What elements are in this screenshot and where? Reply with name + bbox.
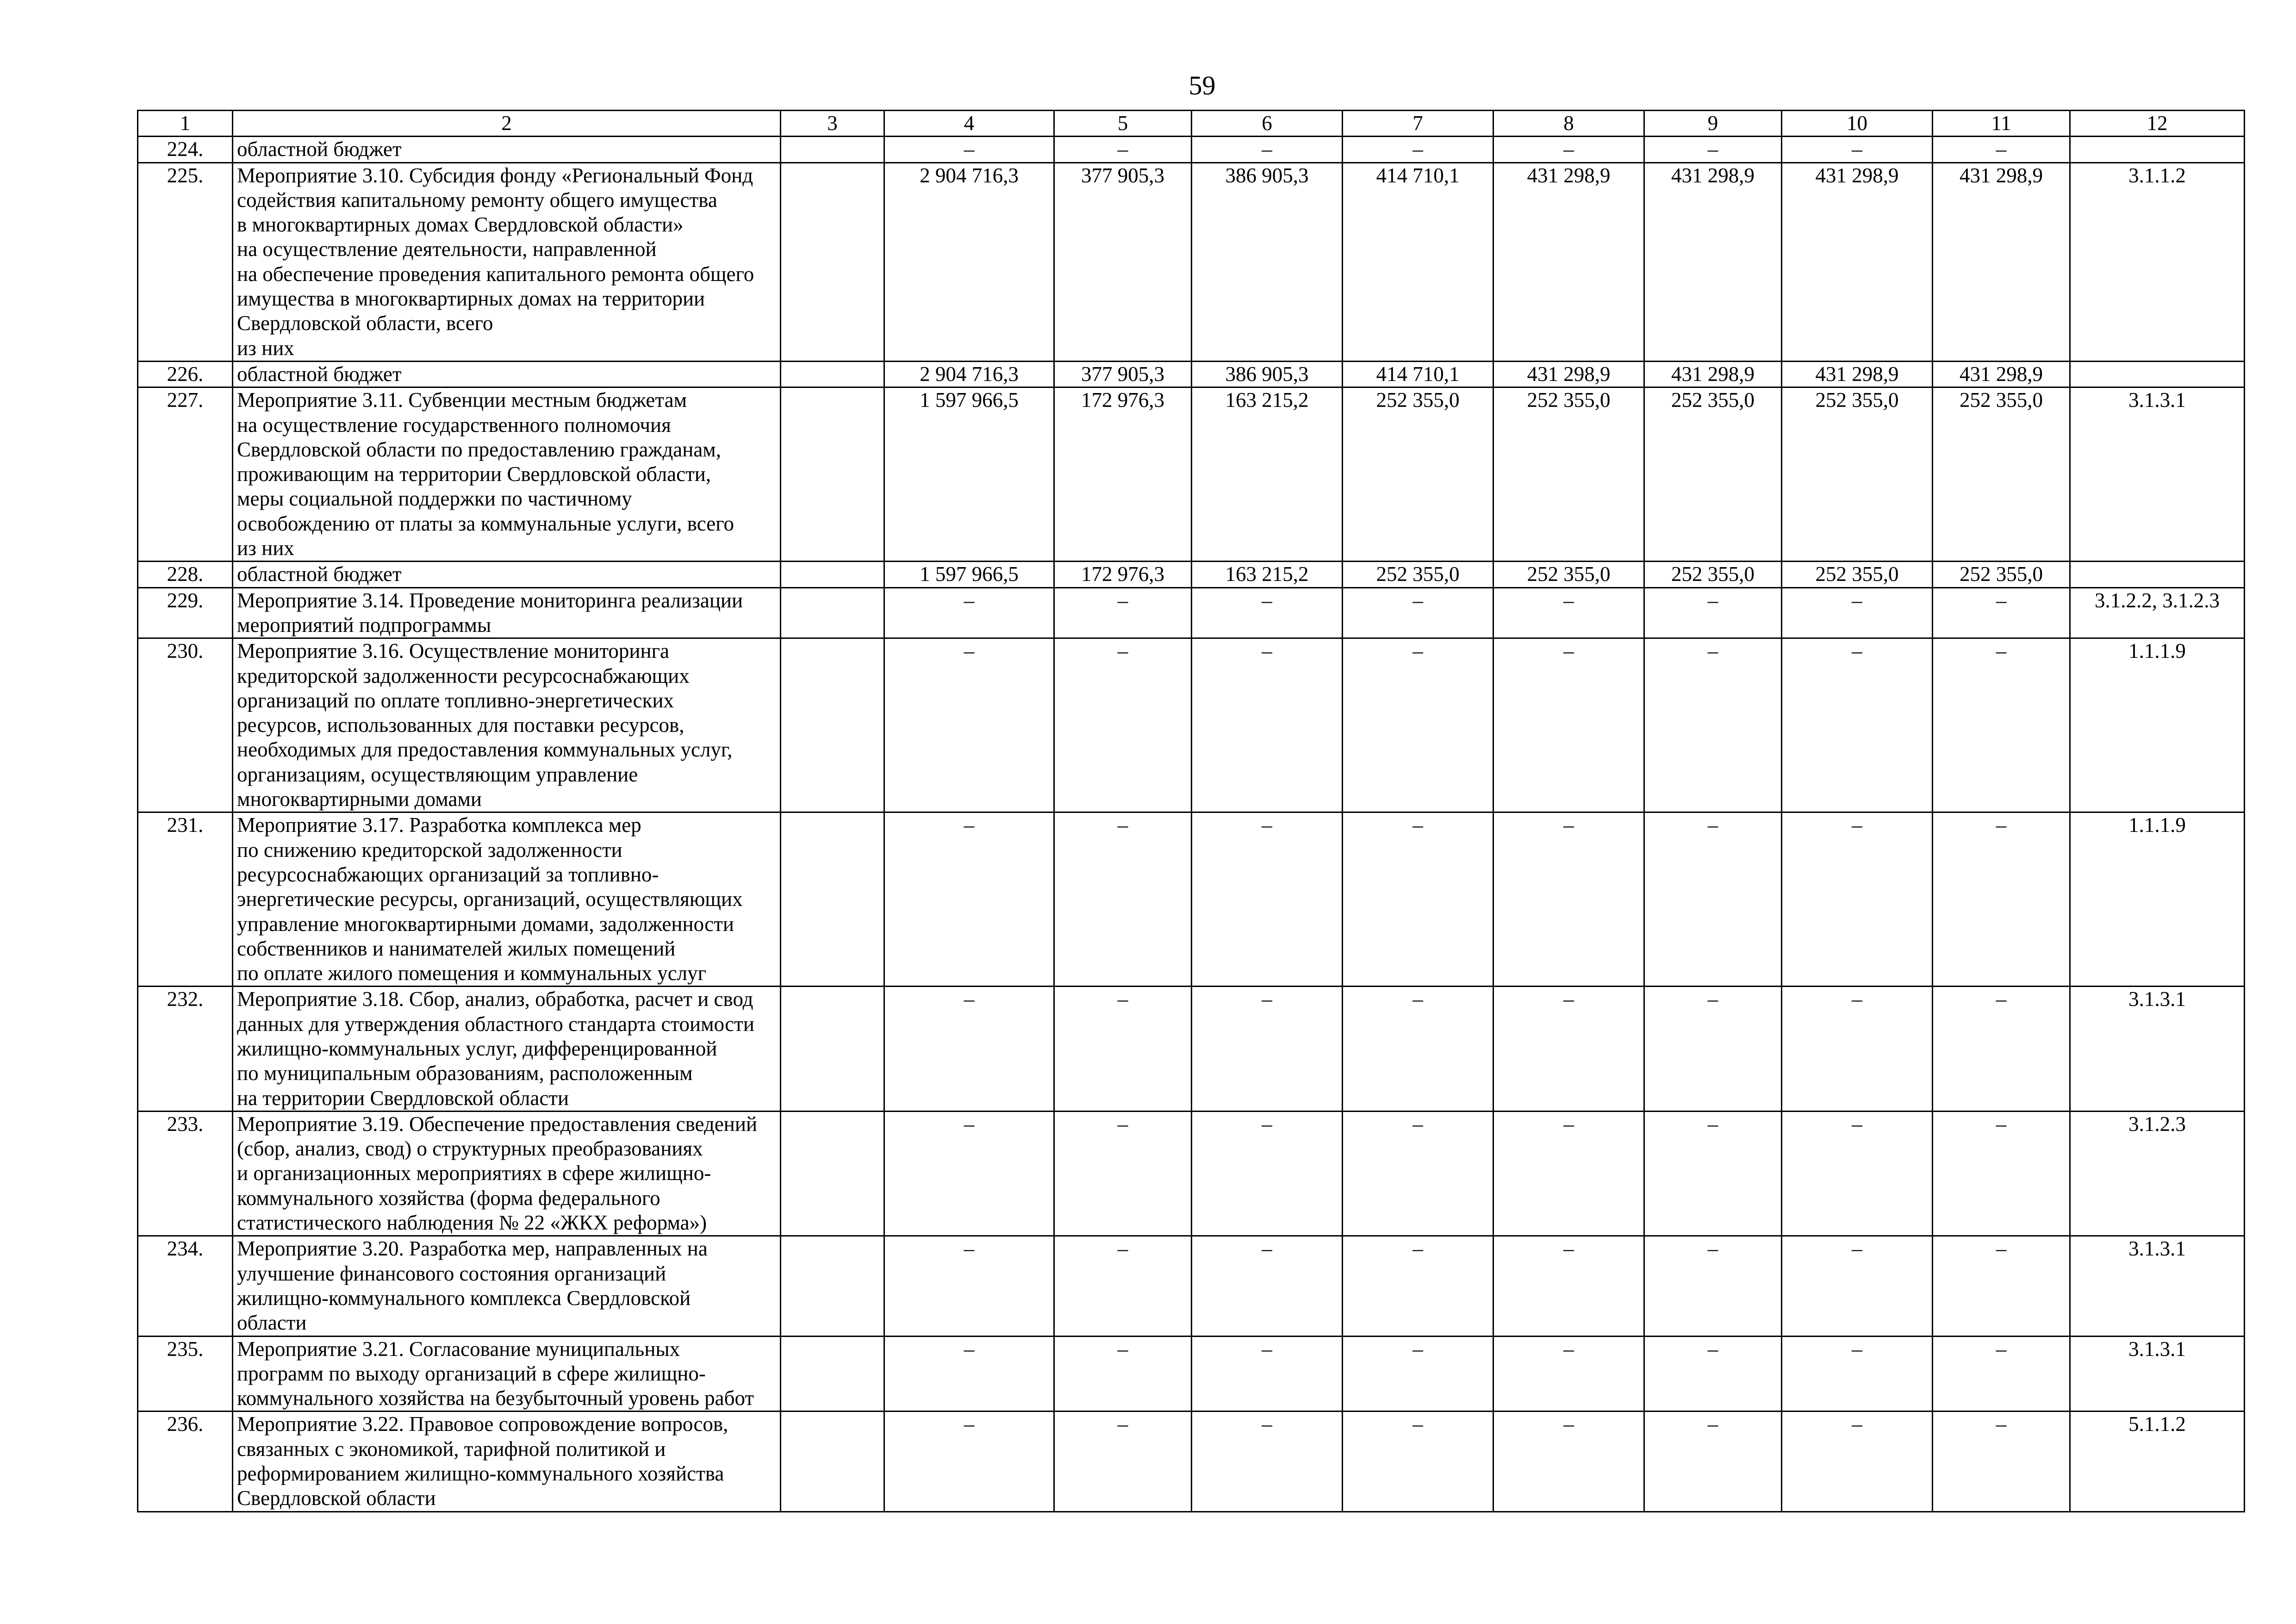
value-column-11: –	[1933, 1412, 2070, 1512]
value-column-11: 252 355,0	[1933, 562, 2070, 587]
value-column-6: –	[1192, 1236, 1343, 1336]
column-number-9: 9	[1644, 111, 1782, 137]
value-column-9: –	[1644, 1236, 1782, 1336]
value-column-6: 163 215,2	[1192, 562, 1343, 587]
value-column-9: –	[1644, 638, 1782, 812]
value-column-9: –	[1644, 137, 1782, 162]
value-column-11: –	[1933, 987, 2070, 1111]
value-column-8: –	[1493, 812, 1644, 987]
value-column-6: 386 905,3	[1192, 162, 1343, 361]
value-column-6: –	[1192, 987, 1343, 1111]
measure-description: Мероприятие 3.22. Правовое сопровождение вопросов, связанных с экономикой, тарифной политикой и реформированием жилищно-коммунального хозяйства Свердловской области	[233, 1412, 781, 1512]
column-3-cell	[781, 638, 884, 812]
value-column-10: –	[1782, 587, 1933, 638]
row-number: 236.	[138, 1412, 233, 1512]
measure-description: областной бюджет	[233, 137, 781, 162]
value-column-5: –	[1054, 812, 1192, 987]
target-indicator-ref	[2070, 361, 2245, 387]
table-row	[138, 1412, 2245, 1512]
value-column-9: –	[1644, 587, 1782, 638]
measure-description: областной бюджет	[233, 562, 781, 587]
value-column-4: –	[884, 987, 1054, 1111]
target-indicator-ref: 3.1.3.1	[2070, 1336, 2245, 1412]
value-column-11: 431 298,9	[1933, 162, 2070, 361]
column-3-cell	[781, 1236, 884, 1336]
column-3-cell	[781, 812, 884, 987]
value-column-11: –	[1933, 812, 2070, 987]
row-number: 228.	[138, 562, 233, 587]
value-column-5: 172 976,3	[1054, 387, 1192, 562]
value-column-8: –	[1493, 137, 1644, 162]
value-column-4: 1 597 966,5	[884, 562, 1054, 587]
value-column-9: 431 298,9	[1644, 361, 1782, 387]
table-header-row	[138, 111, 2245, 137]
value-column-7: 252 355,0	[1343, 387, 1493, 562]
value-column-4: –	[884, 1236, 1054, 1336]
row-number: 231.	[138, 812, 233, 987]
value-column-5: –	[1054, 638, 1192, 812]
row-number: 235.	[138, 1336, 233, 1412]
value-column-8: –	[1493, 638, 1644, 812]
value-column-8: –	[1493, 1111, 1644, 1236]
row-number: 233.	[138, 1111, 233, 1236]
value-column-5: –	[1054, 1336, 1192, 1412]
row-number: 229.	[138, 587, 233, 638]
row-number: 224.	[138, 137, 233, 162]
column-number-2: 2	[233, 111, 781, 137]
column-number-7: 7	[1343, 111, 1493, 137]
column-3-cell	[781, 587, 884, 638]
value-column-8: –	[1493, 1412, 1644, 1512]
column-3-cell	[781, 361, 884, 387]
value-column-11: –	[1933, 1111, 2070, 1236]
column-3-cell	[781, 1111, 884, 1236]
target-indicator-ref: 1.1.1.9	[2070, 812, 2245, 987]
target-indicator-ref: 3.1.1.2	[2070, 162, 2245, 361]
program-measures-table	[137, 110, 2245, 1512]
value-column-6: –	[1192, 638, 1343, 812]
target-indicator-ref: 3.1.3.1	[2070, 1236, 2245, 1336]
value-column-11: –	[1933, 1336, 2070, 1412]
value-column-9: –	[1644, 1111, 1782, 1236]
measure-description: Мероприятие 3.18. Сбор, анализ, обработка, расчет и свод данных для утверждения областного стандарта стоимости жилищно-коммунальных услуг, дифференцированной по муниципальным образованиям, расположенным на территории Свердловской области	[233, 987, 781, 1111]
column-number-1: 1	[138, 111, 233, 137]
value-column-10: 252 355,0	[1782, 387, 1933, 562]
value-column-8: 252 355,0	[1493, 387, 1644, 562]
value-column-4: –	[884, 638, 1054, 812]
value-column-7: 252 355,0	[1343, 562, 1493, 587]
table-row	[138, 137, 2245, 162]
value-column-9: –	[1644, 812, 1782, 987]
target-indicator-ref	[2070, 562, 2245, 587]
column-3-cell	[781, 162, 884, 361]
value-column-10: 431 298,9	[1782, 361, 1933, 387]
value-column-7: –	[1343, 638, 1493, 812]
column-3-cell	[781, 1336, 884, 1412]
measure-description: областной бюджет	[233, 361, 781, 387]
value-column-5: 377 905,3	[1054, 162, 1192, 361]
value-column-7: –	[1343, 1336, 1493, 1412]
value-column-11: –	[1933, 137, 2070, 162]
value-column-10: –	[1782, 812, 1933, 987]
row-number: 230.	[138, 638, 233, 812]
column-number-3: 3	[781, 111, 884, 137]
value-column-8: –	[1493, 1236, 1644, 1336]
row-number: 232.	[138, 987, 233, 1111]
measure-description: Мероприятие 3.21. Согласование муниципальных программ по выходу организаций в сфере жилищно- коммунального хозяйства на безубыточный уровень работ	[233, 1336, 781, 1412]
value-column-5: –	[1054, 1236, 1192, 1336]
value-column-6: –	[1192, 1412, 1343, 1512]
value-column-11: –	[1933, 587, 2070, 638]
table-row	[138, 361, 2245, 387]
value-column-5: –	[1054, 587, 1192, 638]
value-column-10: –	[1782, 987, 1933, 1111]
value-column-7: –	[1343, 137, 1493, 162]
measure-description: Мероприятие 3.10. Субсидия фонду «Региональный Фонд содействия капитальному ремонту общего имущества в многоквартирных домах Свердловской области» на осуществление деятельности, направленной на обеспечение проведения капитального ремонта общего имущества в многоквартирных домах на территории Свердловской области, всего из них	[233, 162, 781, 361]
target-indicator-ref: 5.1.1.2	[2070, 1412, 2245, 1512]
value-column-8: 431 298,9	[1493, 361, 1644, 387]
target-indicator-ref	[2070, 137, 2245, 162]
value-column-6: –	[1192, 587, 1343, 638]
value-column-4: –	[884, 587, 1054, 638]
value-column-5: –	[1054, 987, 1192, 1111]
measure-description: Мероприятие 3.14. Проведение мониторинга реализации мероприятий подпрограммы	[233, 587, 781, 638]
value-column-9: 431 298,9	[1644, 162, 1782, 361]
column-number-12: 12	[2070, 111, 2245, 137]
table-row	[138, 1111, 2245, 1236]
target-indicator-ref: 3.1.3.1	[2070, 387, 2245, 562]
value-column-8: –	[1493, 1336, 1644, 1412]
measure-description: Мероприятие 3.19. Обеспечение предоставления сведений (сбор, анализ, свод) о структурных преобразованиях и организационных мероприятиях в сфере жилищно- коммунального хозяйства (форма федерального статистического наблюдения № 22 «ЖКХ реформа»)	[233, 1111, 781, 1236]
table-row	[138, 812, 2245, 987]
value-column-7: –	[1343, 1412, 1493, 1512]
table-row	[138, 1236, 2245, 1336]
table-row	[138, 1336, 2245, 1412]
value-column-4: 2 904 716,3	[884, 162, 1054, 361]
target-indicator-ref: 3.1.2.2, 3.1.2.3	[2070, 587, 2245, 638]
value-column-5: 377 905,3	[1054, 361, 1192, 387]
table-row	[138, 162, 2245, 361]
value-column-11: –	[1933, 638, 2070, 812]
column-number-6: 6	[1192, 111, 1343, 137]
value-column-10: 431 298,9	[1782, 162, 1933, 361]
table-body	[138, 111, 2245, 1512]
value-column-5: –	[1054, 1412, 1192, 1512]
column-number-8: 8	[1493, 111, 1644, 137]
value-column-11: 431 298,9	[1933, 361, 2070, 387]
value-column-10: –	[1782, 638, 1933, 812]
table-row	[138, 587, 2245, 638]
row-number: 225.	[138, 162, 233, 361]
value-column-4: –	[884, 137, 1054, 162]
value-column-10: –	[1782, 1412, 1933, 1512]
column-number-11: 11	[1933, 111, 2070, 137]
value-column-4: –	[884, 1111, 1054, 1236]
column-3-cell	[781, 562, 884, 587]
value-column-6: –	[1192, 1111, 1343, 1236]
value-column-9: –	[1644, 1336, 1782, 1412]
value-column-9: 252 355,0	[1644, 387, 1782, 562]
table-row	[138, 387, 2245, 562]
value-column-11: –	[1933, 1236, 2070, 1336]
page-number: 59	[1188, 70, 1216, 100]
value-column-6: 386 905,3	[1192, 361, 1343, 387]
column-3-cell	[781, 1412, 884, 1512]
column-number-5: 5	[1054, 111, 1192, 137]
value-column-5: –	[1054, 1111, 1192, 1236]
value-column-7: –	[1343, 812, 1493, 987]
value-column-9: –	[1644, 1412, 1782, 1512]
table-row	[138, 638, 2245, 812]
measure-description: Мероприятие 3.17. Разработка комплекса мер по снижению кредиторской задолженности ресурсоснабжающих организаций за топливно- энергетические ресурсы, организаций, осуществляющих управление многоквартирными домами, задолженности собственников и нанимателей жилых помещений по оплате жилого помещения и коммунальных услуг	[233, 812, 781, 987]
value-column-7: –	[1343, 1111, 1493, 1236]
value-column-7: 414 710,1	[1343, 162, 1493, 361]
value-column-10: –	[1782, 1111, 1933, 1236]
table-row	[138, 562, 2245, 587]
value-column-7: –	[1343, 987, 1493, 1111]
row-number: 227.	[138, 387, 233, 562]
measure-description: Мероприятие 3.11. Субвенции местным бюджетам на осуществление государственного полномочия Свердловской области по предоставлению гражданам, проживающим на территории Свердловской области, меры социальной поддержки по частичному освобождению от платы за коммунальные услуги, всего из них	[233, 387, 781, 562]
value-column-6: –	[1192, 137, 1343, 162]
measure-description: Мероприятие 3.20. Разработка мер, направленных на улучшение финансового состояния организаций жилищно-коммунального комплекса Свердловской области	[233, 1236, 781, 1336]
value-column-9: –	[1644, 987, 1782, 1111]
value-column-4: –	[884, 1336, 1054, 1412]
row-number: 226.	[138, 361, 233, 387]
value-column-7: –	[1343, 1236, 1493, 1336]
value-column-8: –	[1493, 987, 1644, 1111]
value-column-8: 431 298,9	[1493, 162, 1644, 361]
column-number-10: 10	[1782, 111, 1933, 137]
value-column-4: 2 904 716,3	[884, 361, 1054, 387]
value-column-4: 1 597 966,5	[884, 387, 1054, 562]
value-column-8: –	[1493, 587, 1644, 638]
value-column-10: –	[1782, 1336, 1933, 1412]
target-indicator-ref: 1.1.1.9	[2070, 638, 2245, 812]
target-indicator-ref: 3.1.3.1	[2070, 987, 2245, 1111]
value-column-11: 252 355,0	[1933, 387, 2070, 562]
value-column-6: 163 215,2	[1192, 387, 1343, 562]
value-column-10: 252 355,0	[1782, 562, 1933, 587]
value-column-4: –	[884, 812, 1054, 987]
column-3-cell	[781, 387, 884, 562]
value-column-6: –	[1192, 812, 1343, 987]
value-column-4: –	[884, 1412, 1054, 1512]
value-column-8: 252 355,0	[1493, 562, 1644, 587]
value-column-10: –	[1782, 1236, 1933, 1336]
column-3-cell	[781, 987, 884, 1111]
value-column-5: –	[1054, 137, 1192, 162]
row-number: 234.	[138, 1236, 233, 1336]
column-3-cell	[781, 137, 884, 162]
target-indicator-ref: 3.1.2.3	[2070, 1111, 2245, 1236]
value-column-9: 252 355,0	[1644, 562, 1782, 587]
table-row	[138, 987, 2245, 1111]
value-column-7: –	[1343, 587, 1493, 638]
value-column-7: 414 710,1	[1343, 361, 1493, 387]
value-column-5: 172 976,3	[1054, 562, 1192, 587]
value-column-10: –	[1782, 137, 1933, 162]
value-column-6: –	[1192, 1336, 1343, 1412]
measure-description: Мероприятие 3.16. Осуществление мониторинга кредиторской задолженности ресурсоснабжающих организаций по оплате топливно-энергетических ресурсов, использованных для поставки ресурсов, необходимых для предоставления коммунальных услуг, организациям, осуществляющим управление многоквартирными домами	[233, 638, 781, 812]
column-number-4: 4	[884, 111, 1054, 137]
